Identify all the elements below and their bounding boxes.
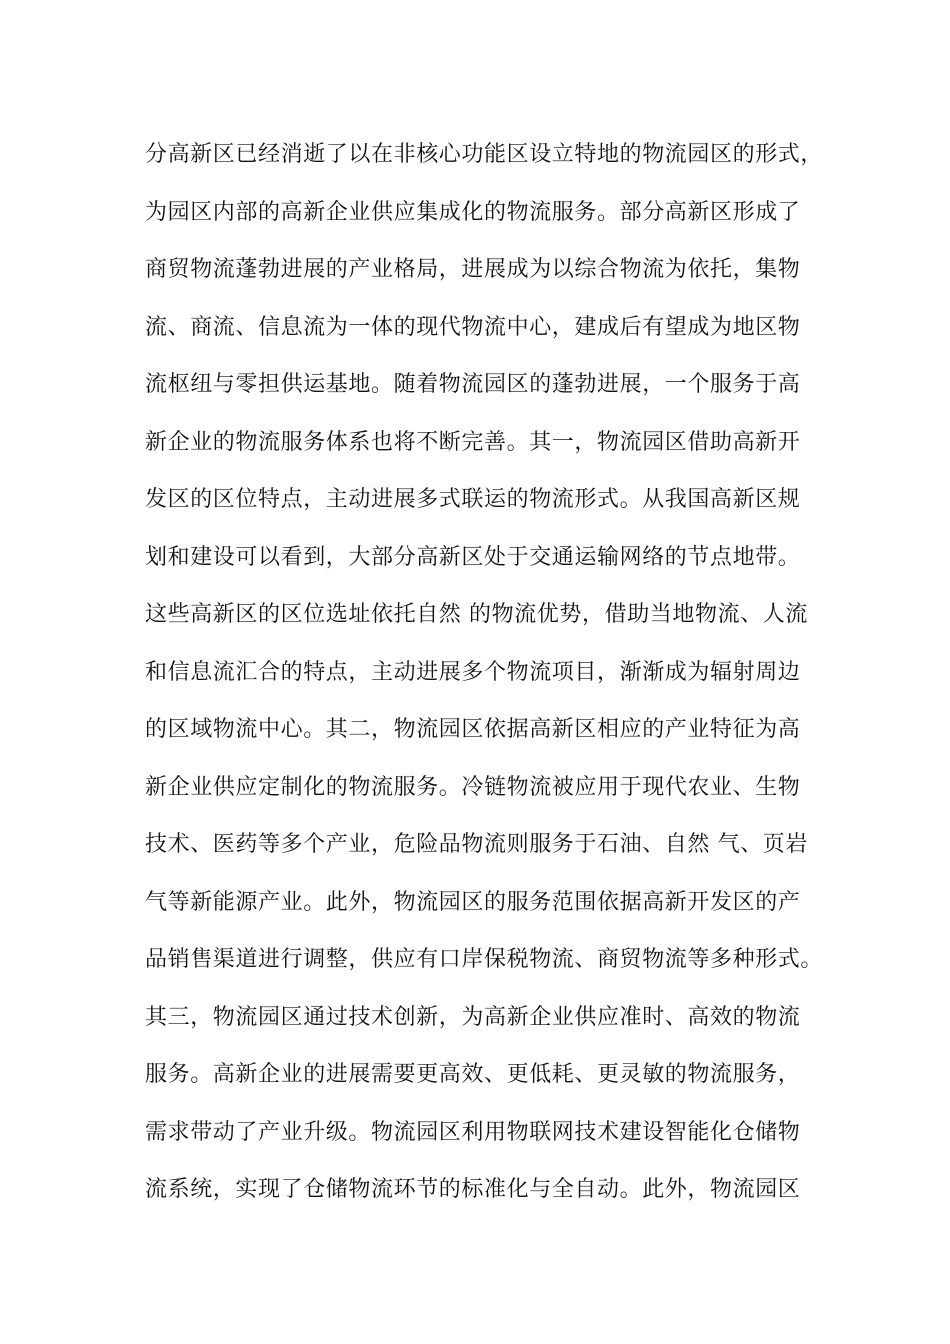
text-line-16: 其三，物流园区通过技术创新，为高新企业供应准时、高效的物流 (145, 1004, 801, 1030)
text-line-4: 流、商流、信息流为一体的现代物流中心，建成后有望成为地区物 (145, 314, 801, 340)
text-line-12: 新企业供应定制化的物流服务。冷链物流被应用于现代农业、生物 (145, 774, 801, 800)
text-line-15: 品销售渠道进行调整，供应有口岸保税物流、商贸物流等多种形式。 (145, 947, 824, 972)
text-line-8: 划和建设可以看到，大部分高新区处于交通运输网络的节点地带。 (145, 544, 801, 570)
text-line-2: 为园区内部的高新企业供应集成化的物流服务。部分高新区形成了 (145, 199, 801, 225)
text-line-18: 需求带动了产业升级。物流园区利用物联网技术建设智能化仓储物 (145, 1119, 801, 1145)
text-line-10: 和信息流汇合的特点，主动进展多个物流项目，渐渐成为辐射周边 (145, 659, 801, 685)
text-line-7: 发区的区位特点，主动进展多式联运的物流形式。从我国高新区规 (145, 487, 801, 512)
text-line-19: 流系统，实现了仓储物流环节的标准化与全自动。此外，物流园区 (145, 1177, 801, 1202)
body-paragraph (145, 126, 835, 1219)
text-line-1: 分高新区已经消逝了以在非核心功能区设立特地的物流园区的形式， (145, 142, 824, 167)
text-line-17: 服务。高新企业的进展需要更高效、更低耗、更灵敏的物流服务， (145, 1062, 801, 1087)
text-line-5: 流枢纽与零担供运基地。随着物流园区的蓬勃进展，一个服务于高 (145, 372, 801, 397)
text-line-14: 气等新能源产业。此外，物流园区的服务范围依据高新开发区的产 (145, 889, 801, 915)
text-line-11: 的区域物流中心。其二，物流园区依据高新区相应的产业特征为高 (145, 717, 801, 742)
text-line-6: 新企业的物流服务体系也将不断完善。其一，物流园区借助高新开 (145, 429, 801, 455)
text-line-3: 商贸物流蓬勃进展的产业格局，进展成为以综合物流为依托，集物 (145, 257, 801, 282)
text-line-9: 这些高新区的区位选址依托自然 的物流优势，借助当地物流、人流 (145, 602, 808, 627)
text-line-13: 技术、医药等多个产业，危险品物流则服务于石油、自然 气、页岩 (145, 832, 808, 857)
